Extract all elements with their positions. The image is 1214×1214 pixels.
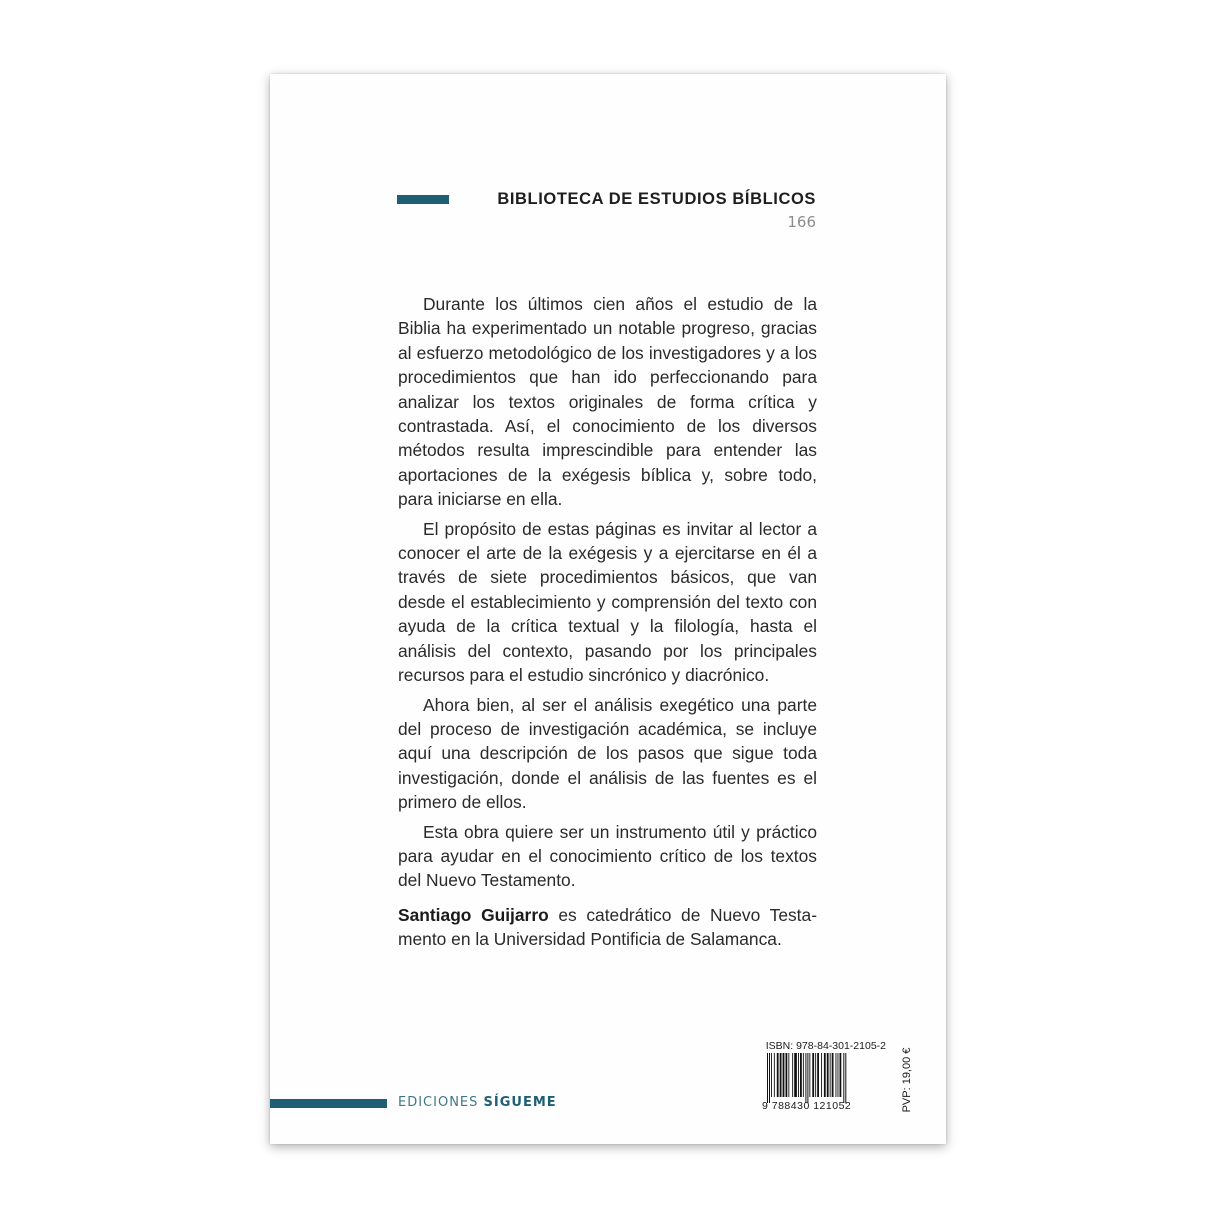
book-back-cover [270,74,946,1144]
blurb-paragraph: Esta obra quiere ser un instrumento útil y práctico para ayudar en el conocimiento crítico de los textos del Nuevo Testamento. [398,821,817,891]
author-name: Santiago Guijarro [398,904,549,925]
publisher-logo [398,1095,557,1110]
barcode-digits: 9 788430 121052 [762,1100,852,1112]
isbn-block [762,1040,914,1116]
blurb-paragraph: El propósito de estas páginas es invitar al lector a conocer el arte de la exégesis y a ejercitarse en él a través de siete procedimientos básicos, que van desde el establecimiento y comprensión del texto con ayuda de la crítica textual y la filología, hasta el análisis del contexto, pasando por los principales recursos para el estudio sincrónico y diacrónico. [398,518,817,686]
back-cover-blurb [398,292,817,957]
series-number: 166 [787,213,816,231]
author-note [398,903,817,952]
publisher-accent-bar [270,1099,387,1108]
publisher-name-first: EDICIONES [398,1095,484,1110]
series-accent-bar [397,195,449,204]
isbn-label: ISBN: 978-84-301-2105-2 [765,1040,886,1052]
blurb-paragraph: Durante los últimos cien años el estudio de la Biblia ha experimentado un notable progreso, gracias al esfuerzo metodológico de los investigadores y a los procedimientos que han ido perfeccionando para analizar los textos originales de forma crítica y contrastada. Así, el conocimiento de los diversos métodos resulta imprescindible para entender las aportaciones de la exégesis bíblica y, sobre todo, para iniciarse en ella. [398,294,817,510]
series-title: BIBLIOTECA DE ESTUDIOS BÍBLICOS [497,190,816,208]
publisher-name-second: SÍGUEME [483,1095,557,1110]
author-bio: es catedrático de Nuevo Testamento en la Universidad Pontificia de Salamanca. [398,904,817,950]
blurb-paragraph: Ahora bien, al ser el análisis exegético una parte del proceso de investigación académica, se incluye aquí una descripción de los pasos que sigue toda investigación, donde el análisis de las fuentes es el primero de ellos. [398,694,817,813]
price-label: PVP: 19,00 € [901,1047,913,1113]
barcode [766,1053,886,1103]
